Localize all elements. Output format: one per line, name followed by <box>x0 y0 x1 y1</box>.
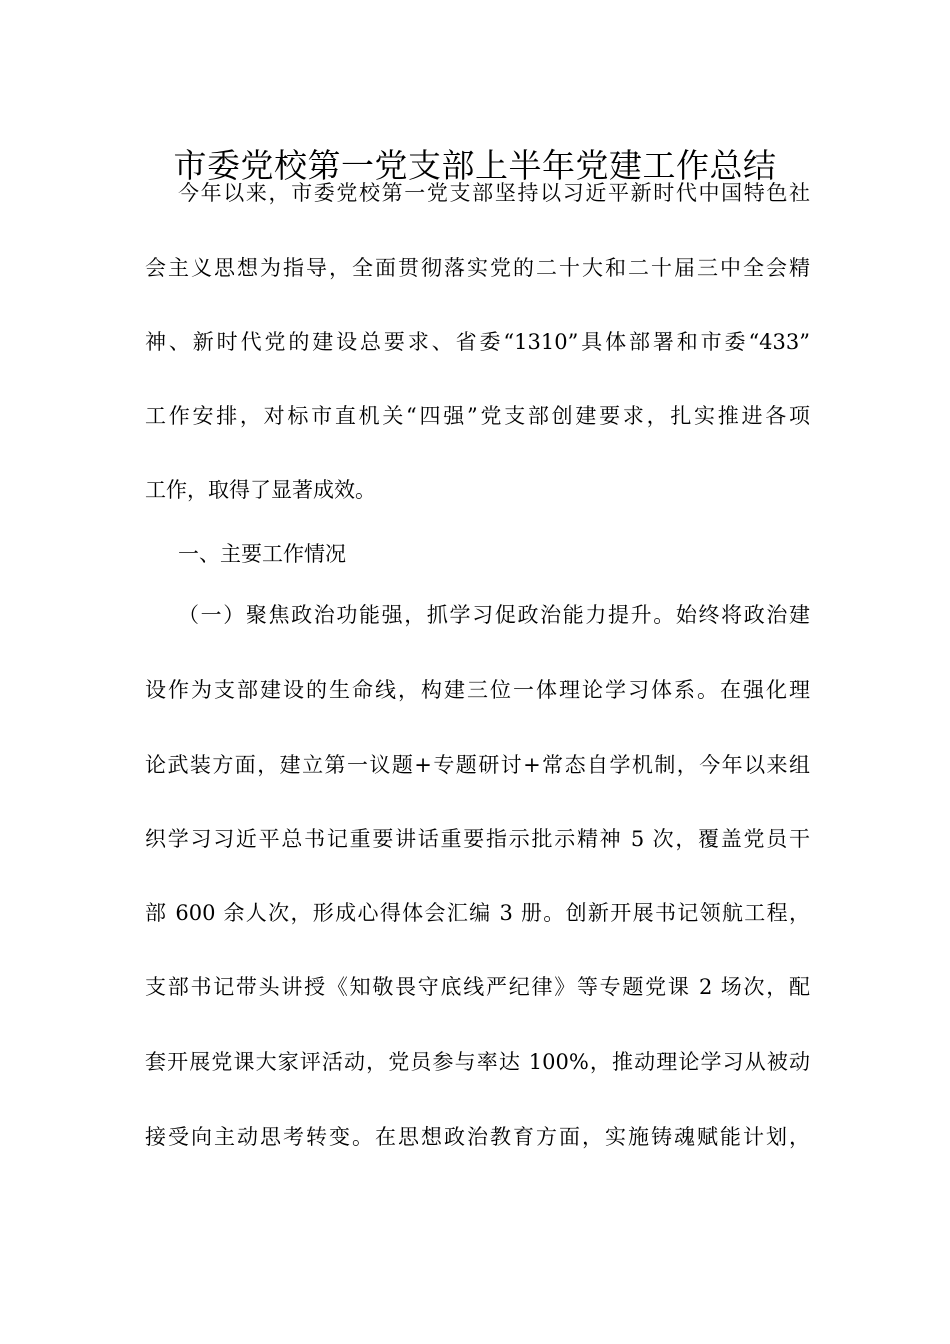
paragraph-intro-line-3: 神、新时代党的建设总要求、省委“1310”具体部署和市委“433” <box>145 330 810 354</box>
paragraph-section1-line-2: 设作为支部建设的生命线，构建三位一体理论学习体系。在强化理 <box>145 678 810 702</box>
document-title: 市委党校第一党支部上半年党建工作总结 <box>173 146 777 186</box>
paragraph-section1-line-7: 套开展党课大家评活动，党员参与率达 100%，推动理论学习从被动 <box>145 1050 810 1074</box>
paragraph-section1-line-8: 接受向主动思考转变。在思想政治教育方面，实施铸魂赋能计划， <box>145 1125 810 1149</box>
paragraph-intro-line-5: 工作，取得了显著成效。 <box>145 478 376 502</box>
paragraph-section1-line-3: 论武装方面，建立第一议题+专题研讨+常态自学机制，今年以来组 <box>145 753 810 777</box>
paragraph-section1-line-6: 支部书记带头讲授《知敬畏守底线严纪律》等专题党课 2 场次，配 <box>145 975 810 999</box>
paragraph-section1-line-4: 织学习习近平总书记重要讲话重要指示批示精神 5 次，覆盖党员干 <box>145 827 810 851</box>
paragraph-intro-line-1: 今年以来，市委党校第一党支部坚持以习近平新时代中国特色社 <box>178 181 810 205</box>
paragraph-intro-line-2: 会主义思想为指导，全面贯彻落实党的二十大和二十届三中全会精 <box>145 256 810 280</box>
section-heading-main-work: 一、主要工作情况 <box>178 542 346 566</box>
paragraph-intro-line-4: 工作安排，对标市直机关“四强”党支部创建要求，扎实推进各项 <box>145 404 810 428</box>
paragraph-section1-line-5: 部 600 余人次，形成心得体会汇编 3 册。创新开展书记领航工程， <box>145 901 810 925</box>
paragraph-section1-line-1: （一）聚焦政治功能强，抓学习促政治能力提升。始终将政治建 <box>178 603 810 627</box>
